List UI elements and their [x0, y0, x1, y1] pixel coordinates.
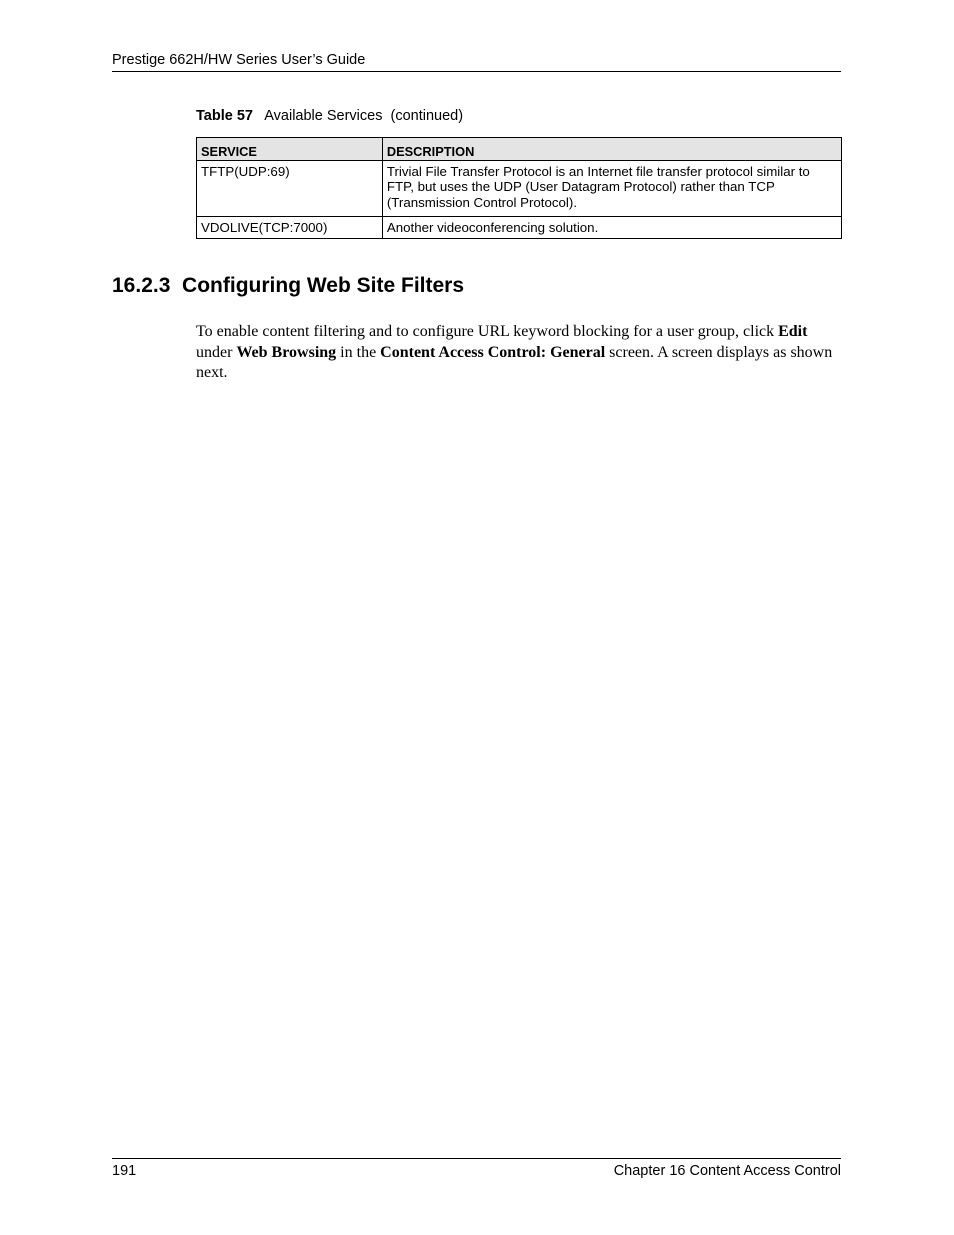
table-title: Available Services (continued) — [264, 108, 464, 124]
table-row — [197, 160, 842, 216]
section-heading: 16.2.3 Configuring Web Site Filters — [112, 274, 465, 297]
table-row — [197, 216, 842, 239]
paragraph-text: To enable content filtering and to configure URL keyword blocking for a user group, click — [196, 323, 779, 340]
paragraph-text: in the — [336, 343, 381, 361]
column-header-service: SERVICE — [197, 138, 383, 161]
table-caption — [196, 108, 463, 124]
body-paragraph — [196, 322, 836, 384]
description-cell: Another videoconferencing solution. — [382, 216, 841, 239]
document-title: Prestige 662H/HW Series User’s Guide — [112, 52, 366, 68]
ui-term-edit: Edit — [778, 323, 808, 340]
table-number: Table 57 — [196, 108, 253, 124]
service-cell: VDOLIVE(TCP:7000) — [197, 216, 383, 239]
description-cell: Trivial File Transfer Protocol is an Internet file transfer protocol similar to FTP, but uses the UDP (User Datagram Protocol) rather than TCP (Transmission Control Protocol). — [382, 160, 841, 216]
chapter-title: Chapter 16 Content Access Control — [613, 1163, 841, 1179]
ui-term-web-browsing: Web Browsing — [236, 343, 337, 361]
page-number: 191 — [112, 1163, 137, 1179]
column-header-description: DESCRIPTION — [382, 138, 841, 161]
paragraph-text: screen. A screen displays as shown next. — [196, 343, 833, 382]
table-header-row — [197, 138, 842, 161]
page-footer — [112, 1158, 841, 1183]
paragraph-text: under — [196, 343, 237, 361]
service-cell: TFTP(UDP:69) — [197, 160, 383, 216]
ui-term-screen-name: Content Access Control: General — [380, 343, 606, 361]
page-header — [112, 51, 841, 72]
services-table — [196, 137, 842, 239]
